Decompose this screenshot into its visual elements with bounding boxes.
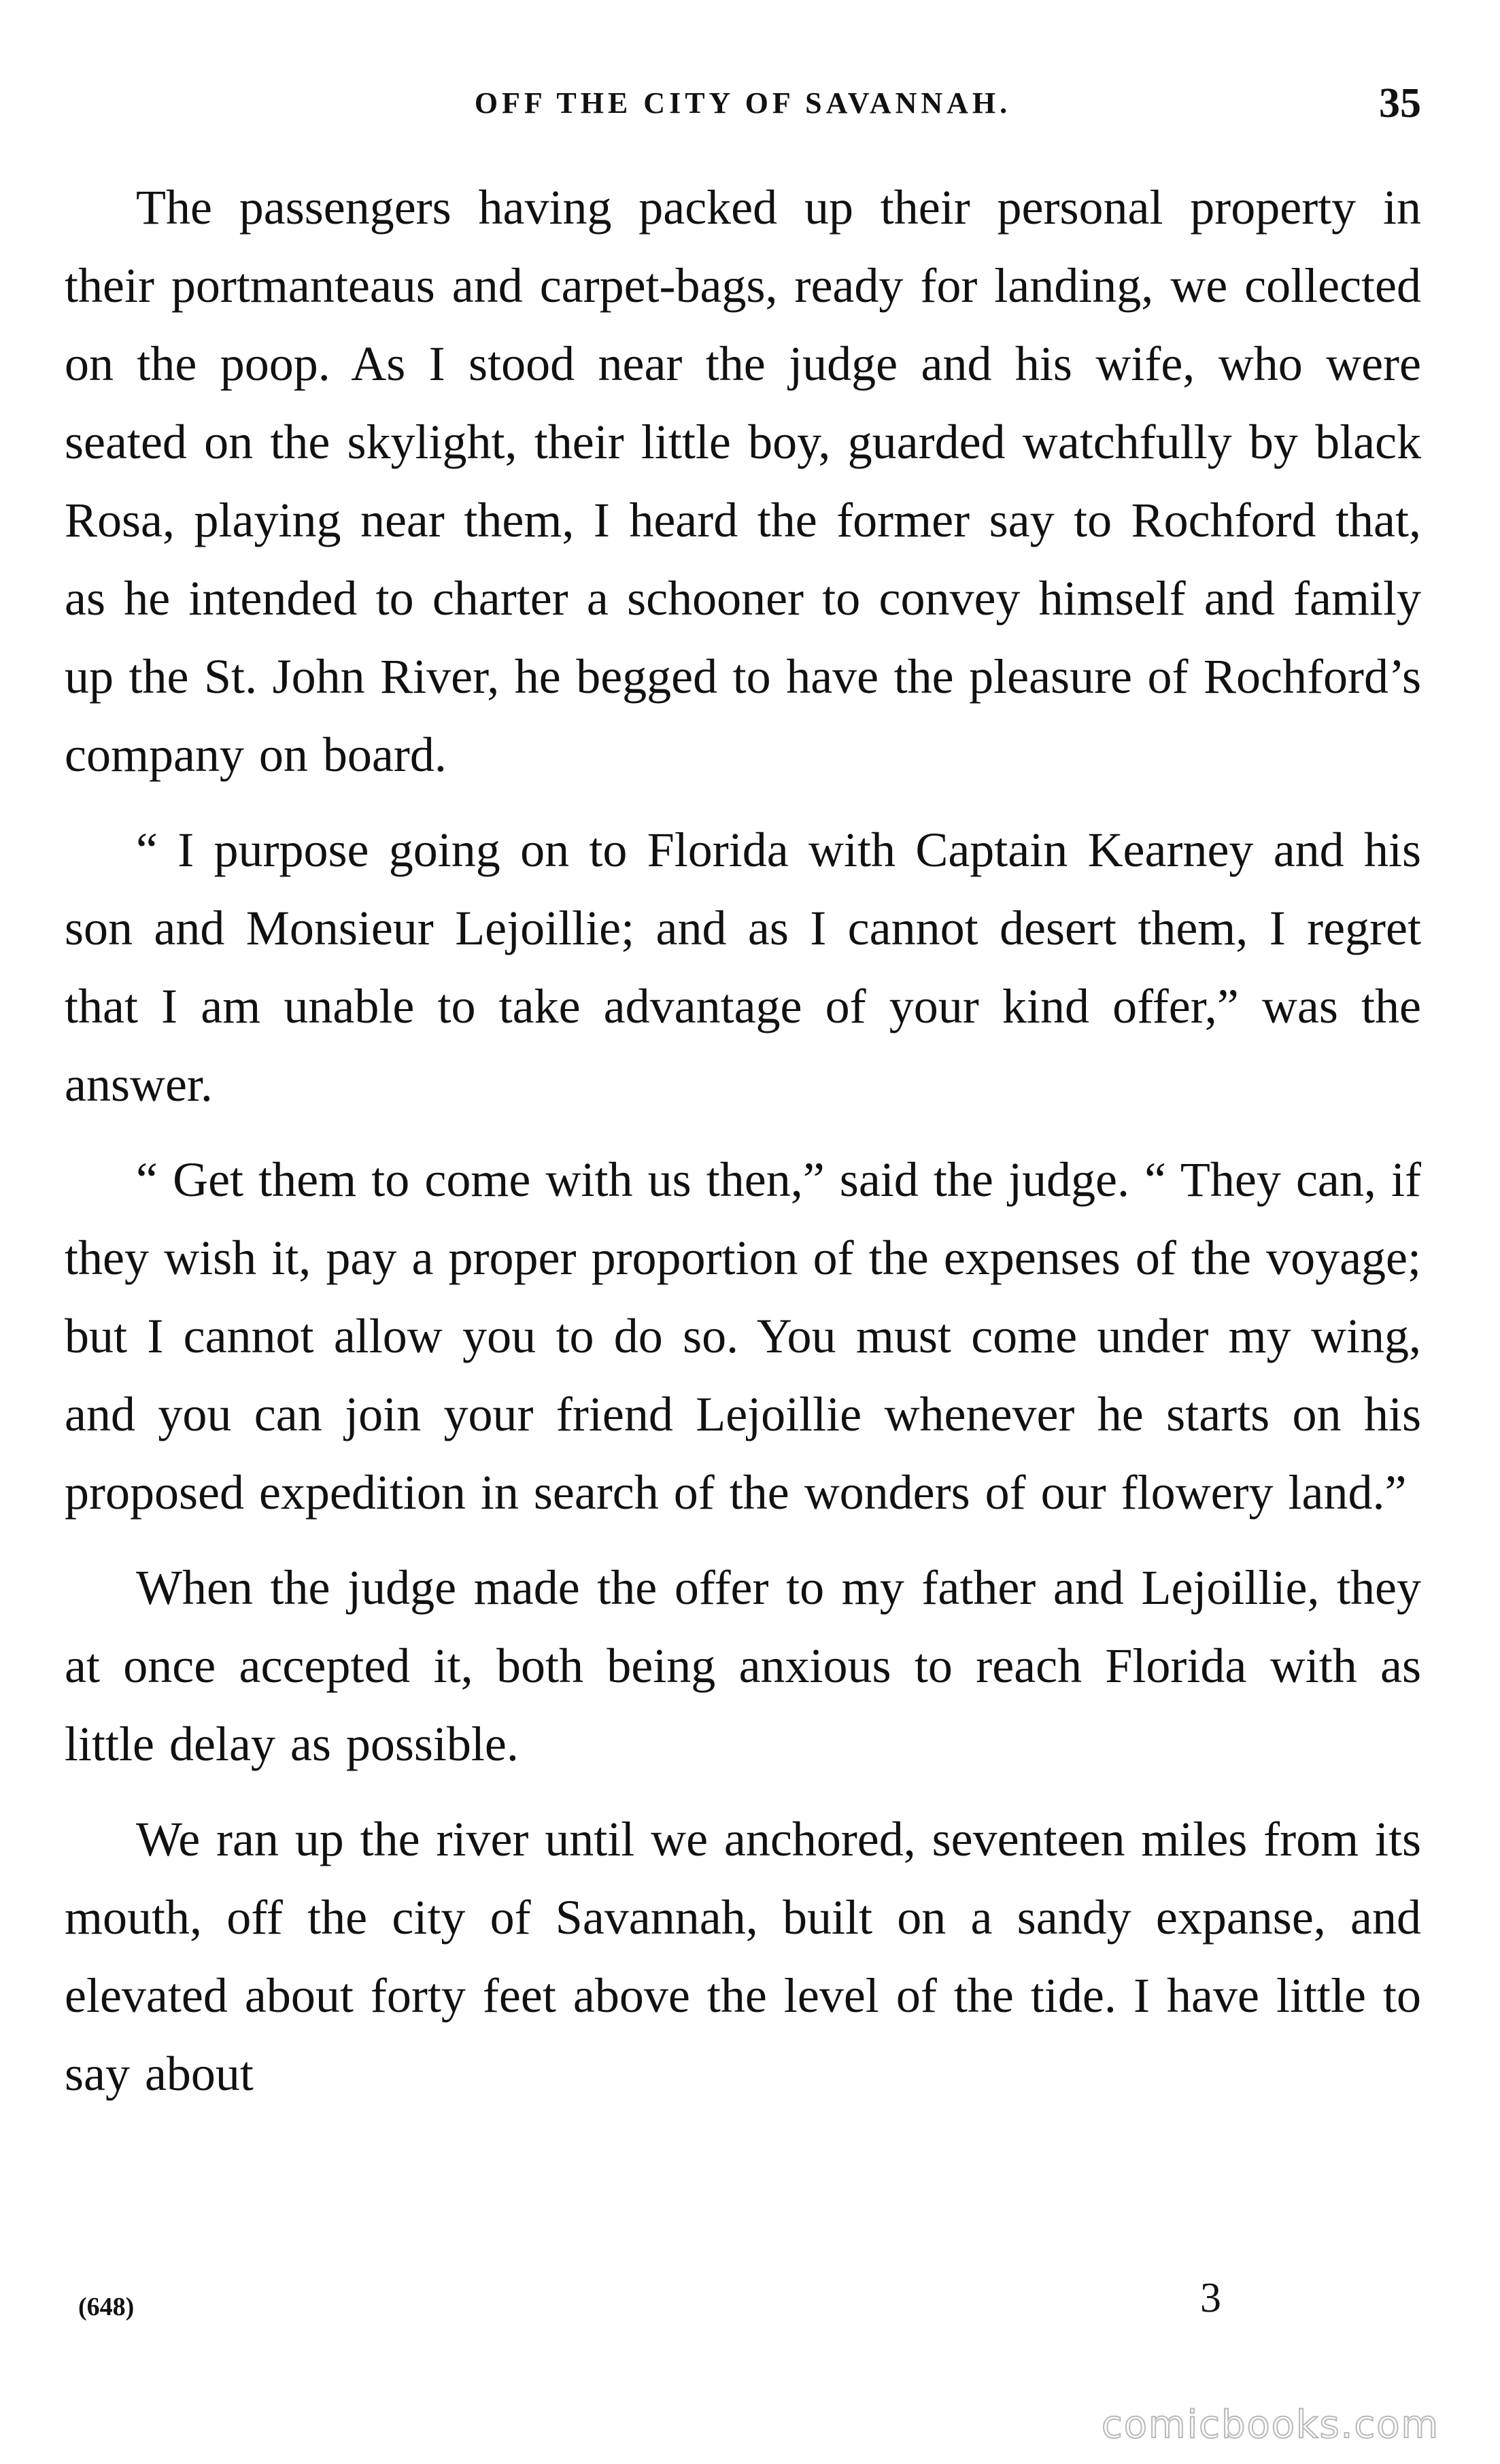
running-title: OFF THE CITY OF SAVANNAH. bbox=[474, 86, 1012, 120]
body-text bbox=[65, 169, 1421, 2130]
paragraph-5: We ran up the river until we anchored, seventeen miles from its mouth, off the city of Savannah, built on a sandy expanse, and elevated about forty feet above the level of the tide. I have little to say about bbox=[65, 1812, 1421, 2101]
paragraph-4: When the judge made the offer to my father and Lejoillie, they at once accepted it, both being anxious to reach Florida with as little delay as possible. bbox=[65, 1560, 1421, 1771]
signature-number: 3 bbox=[1200, 2275, 1221, 2321]
book-page bbox=[65, 0, 1421, 2464]
sheet-code: (648) bbox=[78, 2293, 135, 2321]
running-head bbox=[65, 76, 1421, 131]
paragraph-2: “ I purpose going on to Florida with Captain Kearney and his son and Monsieur Lejoillie; and as I cannot desert them, I regret that I am unable to take advantage of your kind offer,” was the answer. bbox=[65, 823, 1421, 1112]
page-number: 35 bbox=[1379, 80, 1421, 126]
paragraph-1: The passengers having packed up their personal property in their portmanteaus and carpet-bags, ready for landing, we collected on the poop. As I stood near the judge and his wife, who were seated on the skylight, their little boy, guarded watchfully by black Rosa, playing near them, I heard the former say to Rochford that, as he intended to charter a schooner to convey himself and family up the St. John River, he begged to have the pleasure of Rochford’s company on board. bbox=[65, 180, 1421, 782]
paragraph-3: “ Get them to come with us then,” said the judge. “ They can, if they wish it, pay a proper proportion of the expenses of the voyage; but I cannot allow you to do so. You must come under my wing, and you can join your friend Lejoillie whenever he starts on his proposed expedition in search of the wonders of our flowery land.” bbox=[65, 1152, 1421, 1520]
watermark: comicbooks.com bbox=[1102, 2403, 1440, 2447]
